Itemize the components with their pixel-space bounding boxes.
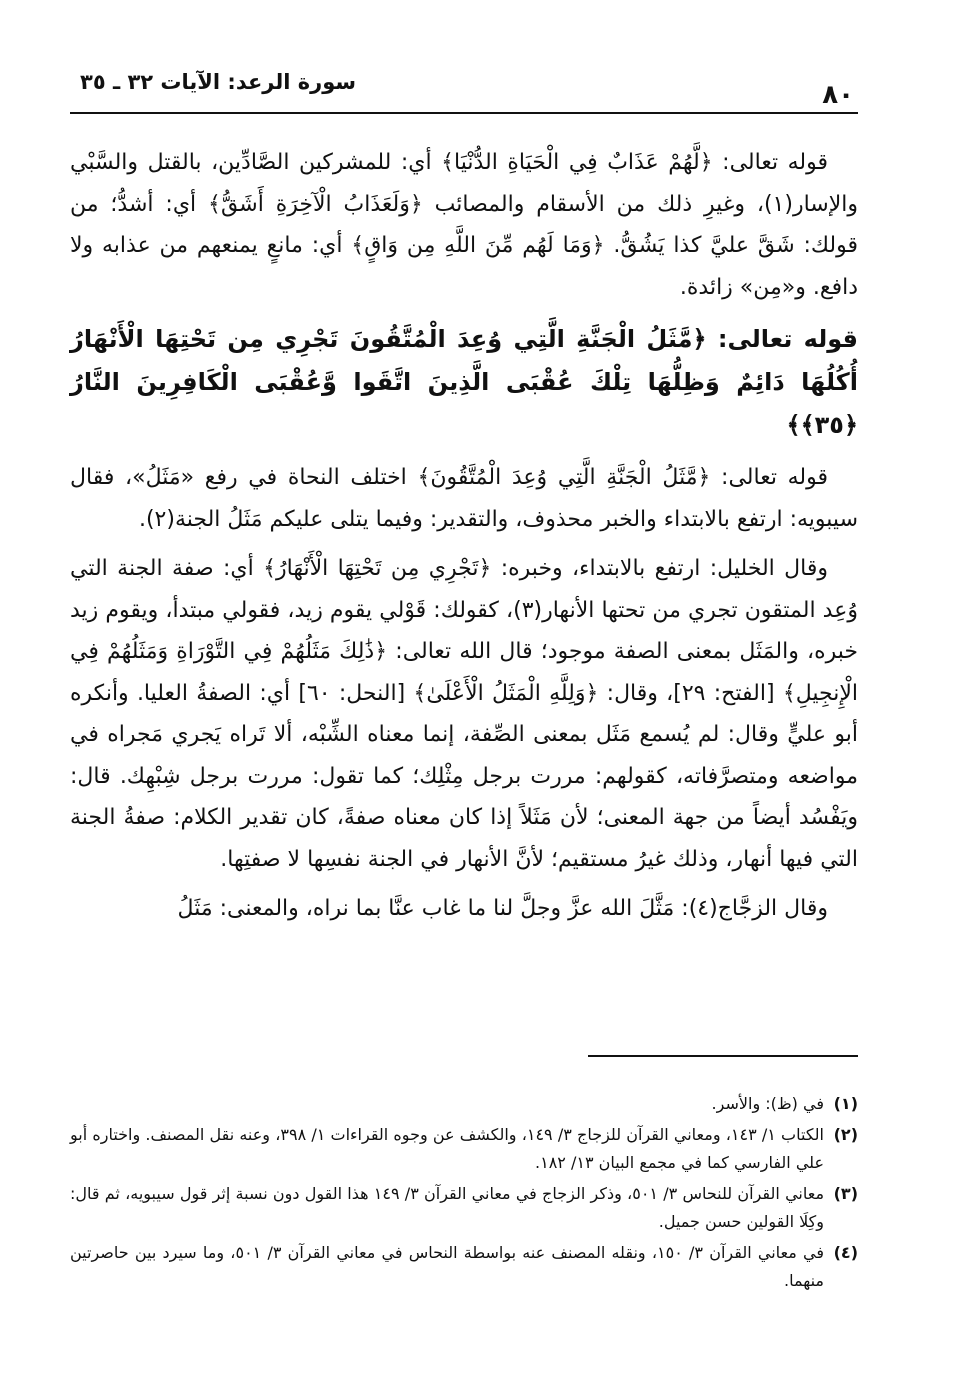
footnote-4 xyxy=(70,1239,858,1295)
footnote-text: في (ظ): والأسر. xyxy=(711,1094,824,1113)
book-page xyxy=(70,60,858,1360)
header-rule xyxy=(70,112,858,114)
main-text xyxy=(70,142,858,930)
footnote-number: (١) xyxy=(833,1094,858,1113)
paragraph-4: وقال الزجَّاج(٤): مَثَّلَ الله عزَّ وجلَّ لنا ما غاب عنَّا بما نراه، والمعنى: مَثَلُ xyxy=(177,896,828,921)
footnote-number: (٣) xyxy=(833,1184,858,1203)
paragraph-2: قوله تعالى: ﴿مَّثَلُ الْجَنَّةِ الَّتِي وُعِدَ الْمُتَّقُونَ﴾ اختلف النحاة في رفع «مَثَلُ»، فقال سيبويه: ارتفع بالابتداء والخبر محذوف، والتقدير: وفيما يتلى عليكم مَثَلُ الجنة(٢). xyxy=(70,465,858,532)
footnotes xyxy=(70,1090,858,1298)
footnote-text: الكتاب ١/ ١٤٣، ومعاني القرآن للزجاج ٣/ ١٤٩، والكشف عن وجوه القراءات ١/ ٣٩٨، وعنه نقل المصنف. واختاره أبو علي الفارسي كما في مجمع البيان ١٣/ ١٨٢. xyxy=(70,1125,824,1172)
footnote-rule xyxy=(588,1055,858,1057)
footnote-2 xyxy=(70,1121,858,1177)
paragraph-3: وقال الخليل: ارتفع بالابتداء، وخبره: ﴿تَجْرِي مِن تَحْتِهَا الْأَنْهَارُ﴾ أي: صفة الجنة التي وُعِد المتقون تجري من تحتها الأنهار(٣)، كقولك: قَوْلي يقوم زيد، فقولي مبتدأ، ويقوم زيد خبره، والمَثَل بمعنى الصفة موجود؛ قال الله تعالى: ﴿ذَٰلِكَ مَثَلُهُمْ فِي التَّوْرَاةِ وَمَثَلُهُمْ فِي الْإِنجِيلِ﴾ [الفتح: ٢٩]، وقال: ﴿وَلِلَّهِ الْمَثَلُ الْأَعْلَىٰ﴾ [النحل: ٦٠] أي: الصفةُ العليا. وأنكره أبو عليٍّ وقال: لم يُسمع مَثَل بمعنى الصِّفة، إنما معناه الشِّبْه، ألا تَراه يَجري مَجراه في مواضعه ومتصرَّفاته، كقولهم: مررت برجل مِثْلِك؛ كما تقول: مررت برجل شِبْهِك. قال: ويَفْسُد أيضاً من جهة المعنى؛ لأن مَثَلاً إذا كان معناه صفةً، كان تقدير الكلام: صفةُ الجنة التي فيها أنهار، وذلك غيرُ مستقيم؛ لأنَّ الأنهار في الجنة نفسِها لا صفتِها. xyxy=(70,556,858,872)
footnote-number: (٤) xyxy=(833,1243,858,1262)
footnote-number: (٢) xyxy=(833,1125,858,1144)
footnote-1 xyxy=(70,1090,858,1118)
running-title: سورة الرعد: الآيات ٣٢ ـ ٣٥ xyxy=(80,70,357,94)
verse-heading: قوله تعالى: ﴿مَّثَلُ الْجَنَّةِ الَّتِي وُعِدَ الْمُتَّقُونَ تَجْرِي مِن تَحْتِهَا الْأَنْهَارُ أُكُلُهَا دَائِمٌ وَظِلُّهَا تِلْكَ عُقْبَى الَّذِينَ اتَّقَوا وَّعُقْبَى الْكَافِرِينَ النَّارُ ﴿٣٥﴾﴾ xyxy=(70,325,858,439)
page-header xyxy=(70,60,858,116)
footnote-3 xyxy=(70,1180,858,1236)
paragraph-1: قوله تعالى: ﴿لَّهُمْ عَذَابٌ فِي الْحَيَاةِ الدُّنْيَا﴾ أي: للمشركين الصَّادِّين، بالقتل والسَّبْي والإسار(١)، وغيرِ ذلك من الأسقام والمصائب ﴿وَلَعَذَابُ الْآخِرَةِ أَشَقُّ﴾ أي: أشدُّ؛ من قولك: شَقَّ عليَّ كذا يَشُقُّ. ﴿وَمَا لَهُم مِّنَ اللَّهِ مِن وَاقٍ﴾ أي: مانعٍ يمنعهم من عذابه ولا دافع. و«مِن» زائدة. xyxy=(70,150,858,300)
footnote-text: معاني القرآن للنحاس ٣/ ٥٠١، وذكر الزجاج في معاني القرآن ٣/ ١٤٩ هذا القول دون نسبة إثر قول سيبويه، ثم قال: وكِلَا القولين حسن جميل. xyxy=(70,1184,825,1231)
page-number: ٨٠ xyxy=(822,80,854,110)
footnote-text: في معاني القرآن ٣/ ١٥٠، ونقله المصنف عنه بواسطة النحاس في معاني القرآن ٣/ ٥٠١، وما سيرد بين حاصرتين منهما. xyxy=(70,1243,825,1290)
